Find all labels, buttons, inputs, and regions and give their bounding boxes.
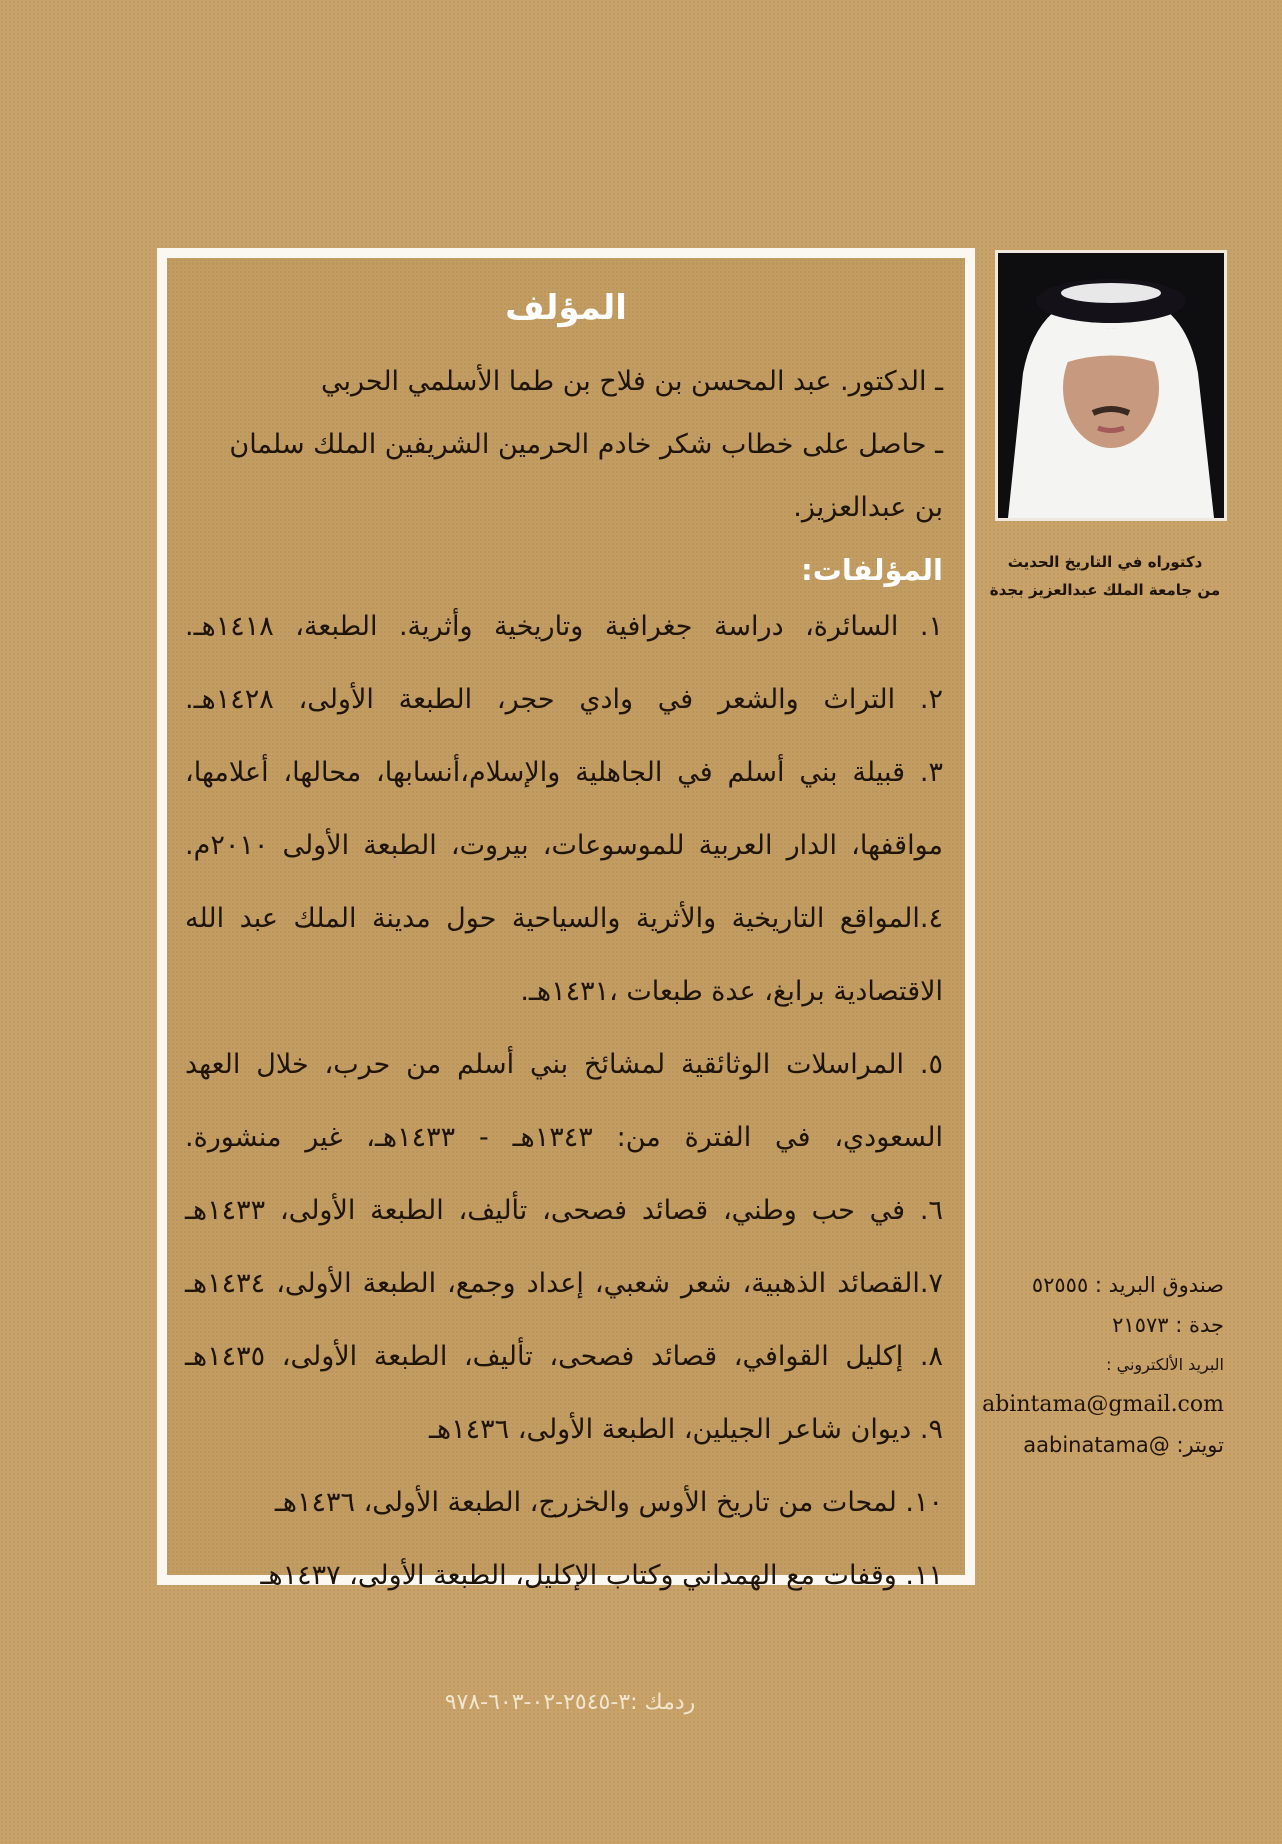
section-title: المؤلف — [505, 288, 627, 328]
work-line: ٤.المواقع التاريخية والأثرية والسياحية حول مدينة الملك عبد الله — [185, 903, 943, 934]
caption-line: من جامعة الملك عبدالعزيز بجدة — [989, 581, 1221, 599]
author-info-box — [157, 248, 975, 1591]
work-line: ٩. ديوان شاعر الجيلين، الطبعة الأولى، ١٤٣٦هـ — [428, 1414, 943, 1445]
works-list — [185, 590, 943, 1612]
work-line: ٨. إكليل القوافي، قصائد فصحى، تأليف، الطبعة الأولى، ١٤٣٥هـ — [185, 1341, 943, 1372]
bio-line: ـ حاصل على خطاب شكر خادم الحرمين الشريفين الملك سلمان — [229, 429, 943, 460]
work-line: ١. السائرة، دراسة جغرافية وتاريخية وأثرية. الطبعة، ١٤١٨هـ. — [185, 611, 943, 642]
work-line: ٢. التراث والشعر في وادي حجر، الطبعة الأولى، ١٤٢٨هـ. — [185, 684, 943, 715]
work-line: ١١. وقفات مع الهمداني وكتاب الإكليل، الطبعة الأولى، ١٤٣٧هـ — [260, 1560, 943, 1591]
email-label: البريد الألكتروني : — [1106, 1355, 1224, 1374]
po-box: صندوق البريد : ٥٢٥٥٥ — [1031, 1273, 1224, 1297]
photo-caption — [975, 548, 1235, 604]
city-code: جدة : ٢١٥٧٣ — [1112, 1313, 1224, 1337]
author-photo — [995, 250, 1227, 521]
email-address: abintama@gmail.com — [982, 1392, 1224, 1417]
work-line: ٧.القصائد الذهبية، شعر شعبي، إعداد وجمع، الطبعة الأولى، ١٤٣٤هـ — [185, 1268, 943, 1299]
work-line: السعودي، في الفترة من: ١٣٤٣هـ - ١٤٣٣هـ، غير منشورة. — [185, 1122, 943, 1153]
author-bio — [185, 350, 943, 602]
work-line: الاقتصادية برابغ، عدة طبعات ،١٤٣١هـ. — [520, 976, 943, 1007]
bio-line: بن عبدالعزيز. — [793, 492, 943, 523]
work-line: مواقفها، الدار العربية للموسوعات، بيروت، الطبعة الأولى ٢٠١٠م. — [185, 830, 943, 861]
caption-line: دكتوراه في التاريخ الحديث — [1007, 553, 1203, 571]
works-heading: المؤلفات: — [801, 553, 943, 587]
twitter-handle: تويتر: @aabinatama — [1023, 1433, 1224, 1457]
work-line: ٦. في حب وطني، قصائد فصحى، تأليف، الطبعة الأولى، ١٤٣٣هـ — [185, 1195, 943, 1226]
work-line: ١٠. لمحات من تاريخ الأوس والخزرج، الطبعة الأولى، ١٤٣٦هـ — [274, 1487, 943, 1518]
work-line: ٥. المراسلات الوثائقية لمشائخ بني أسلم من حرب، خلال العهد — [185, 1049, 943, 1080]
bio-line: ـ الدكتور. عبد المحسن بن فلاح بن طما الأسلمي الحربي — [320, 366, 943, 397]
contact-info — [964, 1265, 1224, 1465]
isbn: ردمك :٣-٢٥٤٥-٠٢-٦٠٣-٩٧٨ — [444, 1690, 696, 1715]
work-line: ٣. قبيلة بني أسلم في الجاهلية والإسلام،أنسابها، محالها، أعلامها، — [185, 757, 943, 788]
